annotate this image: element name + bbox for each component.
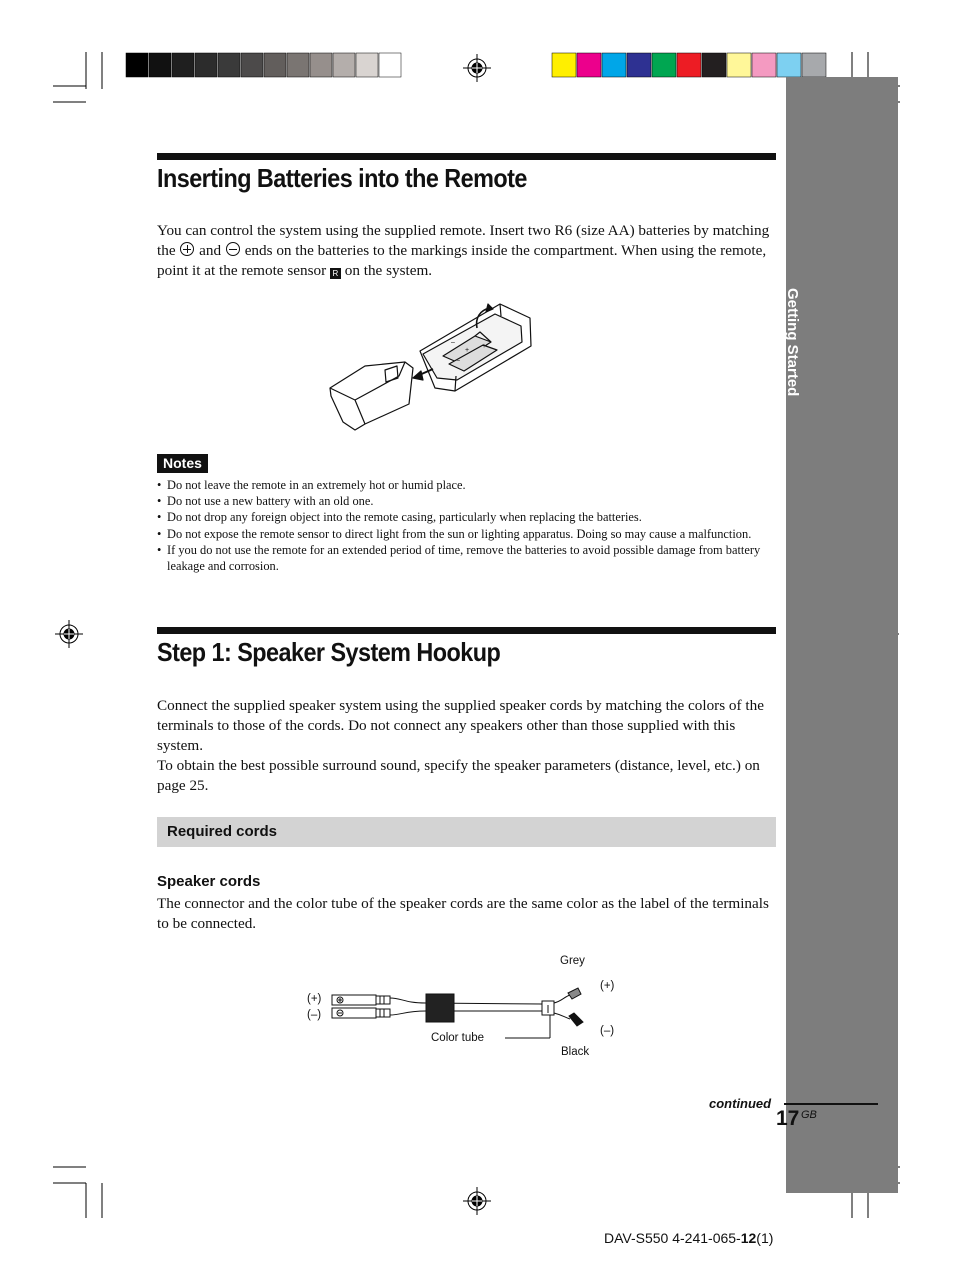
greyscale-color-bar bbox=[126, 53, 401, 77]
svg-text:+: + bbox=[465, 347, 470, 354]
diagram-plus-right: (+) bbox=[600, 980, 615, 992]
svg-text:–: – bbox=[451, 339, 455, 346]
color-swatch bbox=[149, 53, 171, 77]
section-rule bbox=[157, 153, 776, 160]
remote-battery-illustration bbox=[325, 296, 535, 432]
notes-label: Notes bbox=[157, 454, 208, 473]
required-cords-label: Required cords bbox=[167, 823, 278, 840]
color-swatch bbox=[802, 53, 826, 77]
intro-text-1: You can control the system using the supplied remote. Insert two R6 (size AA) batteries by matching the bbox=[157, 222, 770, 259]
color-swatch bbox=[602, 53, 626, 77]
section-title-batteries: Inserting Batteries into the Remote bbox=[157, 163, 527, 193]
color-swatch bbox=[195, 53, 217, 77]
notes-list bbox=[157, 477, 777, 574]
page-number: 17 bbox=[776, 1107, 800, 1130]
note-item: • If you do not use the remote for an extended period of time, remove the batteries to avoid possible damage from battery leakage and corrosion. bbox=[157, 542, 777, 574]
color-swatch bbox=[379, 53, 401, 77]
color-swatch bbox=[241, 53, 263, 77]
speaker-cords-subhead: Speaker cords bbox=[157, 873, 261, 890]
document-code-suffix: (1) bbox=[756, 1230, 774, 1246]
color-swatch bbox=[172, 53, 194, 77]
color-swatch bbox=[264, 53, 286, 77]
color-swatch bbox=[727, 53, 751, 77]
color-swatch bbox=[702, 53, 726, 77]
diagram-grey-label: Grey bbox=[560, 955, 585, 967]
note-item: • Do not use a new battery with an old one. bbox=[157, 493, 777, 509]
section-title-speaker-hookup: Step 1: Speaker System Hookup bbox=[157, 637, 501, 667]
note-item: • Do not leave the remote in an extremely hot or humid place. bbox=[157, 477, 777, 493]
color-swatch bbox=[777, 53, 801, 77]
intro-text-and: and bbox=[199, 242, 222, 259]
speaker-cords-text: The connector and the color tube of the speaker cords are the same color as the label of the terminals to be connected. bbox=[157, 895, 769, 932]
color-swatch bbox=[752, 53, 776, 77]
diagram-minus-left: (–) bbox=[307, 1009, 322, 1021]
plus-symbol-icon bbox=[180, 242, 194, 256]
sidebar-label-text: Getting Started bbox=[784, 288, 801, 397]
color-swatch bbox=[627, 53, 651, 77]
document-code-revision: 12 bbox=[740, 1230, 757, 1246]
diagram-black-label: Black bbox=[561, 1046, 590, 1058]
process-color-bar bbox=[552, 53, 826, 77]
remote-sensor-icon: R bbox=[330, 268, 341, 279]
svg-text:–: – bbox=[456, 357, 460, 364]
minus-symbol-icon bbox=[226, 242, 240, 256]
diagram-color-tube-label: Color tube bbox=[431, 1032, 485, 1044]
color-swatch bbox=[218, 53, 240, 77]
section-rule bbox=[157, 627, 776, 634]
svg-text:+: + bbox=[482, 343, 487, 350]
continued-rule bbox=[784, 1103, 878, 1105]
note-item: • Do not drop any foreign object into the remote casing, particularly when replacing the batteries. bbox=[157, 509, 777, 525]
document-code bbox=[604, 1230, 773, 1246]
intro-text-3: on the system. bbox=[344, 262, 433, 279]
color-swatch bbox=[310, 53, 332, 77]
required-cords-bar bbox=[157, 817, 776, 847]
batteries-intro bbox=[157, 221, 777, 281]
document-code-prefix: DAV-S550 4-241-065- bbox=[604, 1230, 741, 1246]
color-swatch bbox=[577, 53, 601, 77]
speaker-paragraph-2: To obtain the best possible surround sound, specify the speaker parameters (distance, level, etc.) on page 25. bbox=[157, 757, 760, 794]
color-swatch bbox=[333, 53, 355, 77]
color-swatch bbox=[356, 53, 378, 77]
page-number-suffix: GB bbox=[801, 1109, 817, 1121]
speaker-intro bbox=[157, 696, 777, 796]
color-swatch bbox=[652, 53, 676, 77]
continued-label: continued bbox=[709, 1096, 772, 1111]
color-swatch bbox=[287, 53, 309, 77]
note-item: • Do not expose the remote sensor to direct light from the sun or lighting apparatus. Doing so may cause a malfunction. bbox=[157, 526, 777, 542]
color-swatch bbox=[677, 53, 701, 77]
section-sidebar bbox=[786, 77, 898, 1193]
diagram-plus-left: (+) bbox=[307, 993, 322, 1005]
color-swatch bbox=[552, 53, 576, 77]
color-swatch bbox=[126, 53, 148, 77]
diagram-minus-right: (–) bbox=[600, 1025, 615, 1037]
speaker-paragraph-1: Connect the supplied speaker system using the supplied speaker cords by matching the colors of the terminals to those of the cords. Do not connect any speakers other than those supplied with this system. bbox=[157, 697, 764, 754]
intro-text-2: ends on the batteries to the markings inside the compartment. When using the remote, point it at the remote sensor bbox=[157, 242, 767, 279]
